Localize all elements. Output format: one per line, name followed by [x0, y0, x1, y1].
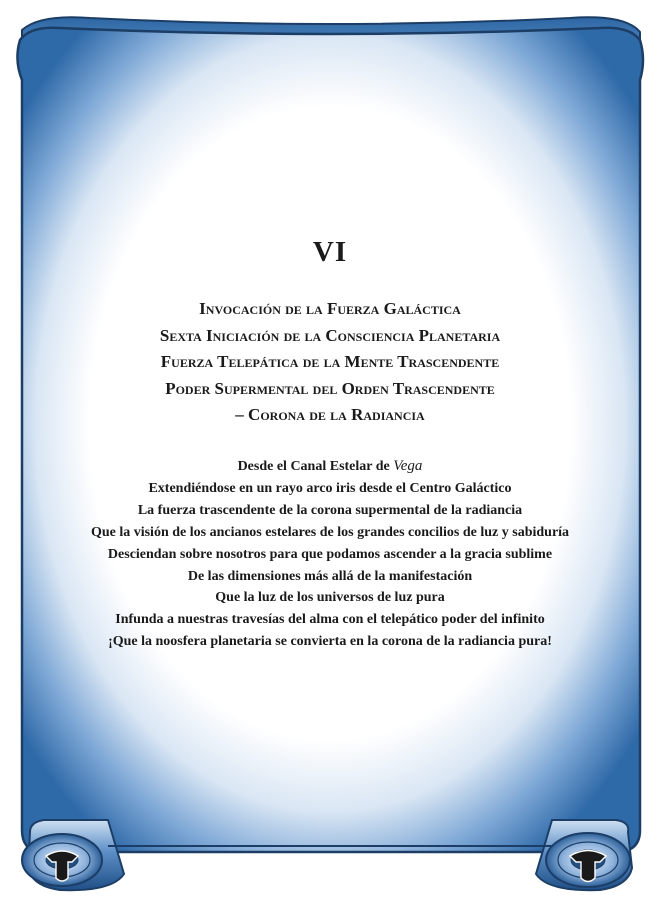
- verse-line: De las dimensiones más allá de la manifestación: [187, 568, 473, 584]
- title-line: – Corona de la Radiancia: [235, 405, 425, 424]
- scroll-body: [17, 28, 643, 852]
- verse-line: ¡Que la noosfera planetaria se convierta en la corona de la radiancia pura!: [108, 634, 552, 650]
- verse-line: [30, 456, 630, 478]
- verse-line: La fuerza trascendente de la corona supermental de la radiancia: [137, 502, 523, 518]
- title-line: Poder Supermental del Orden Trascendente: [165, 378, 495, 398]
- verse-line: Que la luz de los universos de luz pura: [215, 590, 445, 606]
- chapter-numeral: VI: [312, 236, 348, 268]
- scroll-left-roll: [22, 820, 124, 890]
- verse-line: Infunda a nuestras travesías del alma con el telepático poder del infinito: [115, 612, 545, 628]
- verse-line: Que la visión de los ancianos estelares de los grandes concilios de luz y sabiduría: [90, 524, 570, 540]
- invocation-verses: [30, 456, 630, 653]
- invocation-titles: [30, 296, 630, 429]
- scroll-right-roll: [536, 820, 632, 890]
- star-name: Vega: [393, 458, 423, 474]
- verse-line: Desciendan sobre nosotros para que podamos ascender a la gracia sublime: [107, 546, 553, 562]
- title-line: Fuerza Telepática de la Mente Trascendente: [160, 352, 500, 371]
- verse-line: Extendiéndose en un rayo arco iris desde el Centro Galáctico: [148, 480, 512, 496]
- title-line: Invocación de la Fuerza Galáctica: [199, 299, 461, 318]
- verse-prefix: Desde el Canal Estelar de: [237, 459, 394, 474]
- title-line: Sexta Iniciación de la Consciencia Planetaria: [159, 325, 501, 345]
